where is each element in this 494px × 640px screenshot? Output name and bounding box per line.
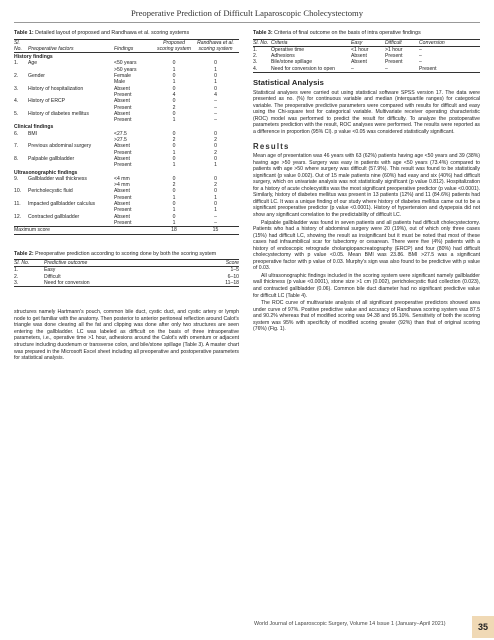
t1-cell-randhawa: 1 [214, 207, 217, 214]
t3-cell-easy: – [351, 65, 354, 72]
t1-cell-randhawa: – [214, 104, 217, 111]
t1-cell-finding: >4 mm [114, 182, 130, 189]
t3-cell-difficult: Present [385, 59, 403, 66]
t1-cell-factor: History of ERCP [28, 98, 66, 105]
t1-section-label: History findings [14, 54, 53, 61]
t1-total-label: Maximum score [14, 227, 50, 234]
t3-head-easy: Easy [351, 39, 363, 46]
t1-head-factor: Preoperative factors [28, 45, 74, 52]
t1-cell-no: 7. [14, 143, 19, 150]
t3-cell-conversion: – [419, 53, 422, 60]
t1-cell-no: 8. [14, 155, 19, 162]
t1-cell-proposed: 1 [172, 219, 176, 226]
t1-cell-randhawa: 1 [214, 194, 217, 201]
t1-cell-randhawa: 0 [214, 175, 217, 182]
t2-cell-no: 2. [14, 273, 19, 280]
t1-cell-finding: Present [114, 207, 132, 214]
table-row [253, 66, 480, 73]
stats-paragraph: Statistical analyses were carried out using statistical software SPSS version 17. The data were presented as no. (%) for continuous variable and median (interquartile ranges) for categorical variable. The preoperative predictive parameters were compared with results for difficult and easy using the Chi-square test for categorical variable. Multivariate receiver operating characteristic (ROC) model was performed to predict the result for difficulty. To analyze the postoperative parameters prediction with the result, ROC analyses were performed. The results were reported as a difference in proportion (95% CI). p value <0.05 was considered statistically significant. [253, 89, 480, 135]
t3-head-conversion: Conversion [419, 39, 445, 46]
results-paragraph-1: Mean age of presentation was 46 years with 63 (62%) patients having age <50 years and 39 (38%) having age >50 years. Surgery was easy in patients with age <50 years (73.4%) compared to patients with age >50 where surgery was difficult (57.9%). This result was found to be statistically significant (p value 0.002). Out of 15 male patients nine (60%) had easy and six (40%) had difficult surgery, which on univariate analysis was not statistically significant (p value 0.812). Hospitalization for a history of acute cholecystitis was the most significant preoperative predictor (p value <0.0001). Similarly, history of diabetes mellitus was present in 13 patients (12%) and 11 (84.6%) patients had difficult LC. It was a unique finding of our study where history of diabetes mellitus came out to be a significant preoperative predictor (p value <0.0001). History of hypertension and dyspepsia did not show any significant correlation to the predictability of difficult LC. [253, 153, 480, 219]
t1-cell-randhawa: 1 [214, 79, 217, 86]
t1-cell-proposed: 0 [172, 85, 176, 92]
t1-cell-finding: Present [114, 149, 132, 156]
t1-cell-proposed: 0 [172, 110, 176, 117]
table1 [14, 39, 239, 235]
t1-cell-proposed: 4 [172, 91, 176, 98]
t2-cell-outcome: Difficult [44, 273, 61, 280]
t1-cell-randhawa: 2 [214, 182, 217, 189]
methods-continuation: structures namely Hartmann's pouch, common bile duct, cystic duct, and cystic artery or lymph node to get familiar with the anatomy. Then posterior to anterior peritoneal reflection around Calot's triangle was done clearing all the fat and clipping was done after only two structures are seen entering the gallbladder. LC was labeled as difficult on the basis of three intraoperative parameters, i.e., operative time >1 hour, adhesions around the Calot's with omentum or adjacent structure including duodenum or transverse colon, and bile/stone spillage (Table 3). A master chart was prepared in the Microsoft Excel sheet including all preoperative and postoperative parameters for statistical analysis. [14, 309, 239, 362]
table3-caption: Table 3: Criteria of final outcome on the basis of intra operative findings [253, 30, 421, 36]
t1-cell-no: 9. [14, 175, 19, 182]
t1-cell-randhawa: 1 [214, 66, 217, 73]
t1-cell-randhawa: – [214, 98, 217, 105]
t1-cell-proposed: 0 [172, 130, 176, 137]
table-row [14, 53, 239, 61]
t1-cell-factor: Impacted gallbladder calculus [28, 201, 96, 208]
t3-cell-difficult: Present [385, 53, 403, 60]
table-row [14, 267, 239, 274]
t3-cell-criteria: Adhesions [271, 53, 295, 60]
results-paragraph-2: Palpable gallbladder was found in seven patients and all patients had difficult cholecystectomy. Patients who had a history of abdominal surgery were 20 (19%), out of which only three cases (15%) had difficult LC, showing the result as insignificant but it must be noted that most of these cases had infraumbilical scar for tubectomy or cesarean. There were five (4%) patients with a history of endoscopic retrograde cholangiopancreatography (ERCP) and four (80%) had difficult cholecystectomy with p value <0.05. Mean BMI was 23.86. BMI >27.5 was a significant preoperative factor with p value of 0.03. Murphy's sign was also found to be predictive with p value of 0.03. [253, 219, 480, 272]
t3-cell-criteria: Need for conversion to open [271, 65, 335, 72]
t1-cell-no: 1. [14, 60, 19, 67]
t3-cell-no: 3. [253, 59, 258, 66]
journal-citation: World Journal of Laparoscopic Surgery, Volume 14 Issue 1 (January–April 2021) [254, 621, 446, 627]
t1-cell-factor: History of diabetes mellitus [28, 110, 89, 117]
t3-cell-easy: Absent [351, 59, 367, 66]
t1-cell-randhawa: 0 [214, 73, 217, 80]
t1-cell-finding: Absent [114, 98, 130, 105]
t1-cell-proposed: 0 [172, 143, 176, 150]
t1-cell-finding: Absent [114, 155, 130, 162]
t1-cell-randhawa: 0 [214, 201, 217, 208]
t1-cell-proposed: 1 [172, 79, 176, 86]
t1-cell-finding: Present [114, 162, 132, 169]
t1-cell-factor [28, 220, 114, 227]
t2-cell-outcome: Need for conversion [44, 279, 90, 286]
t1-cell-finding: >27.5 [114, 137, 127, 144]
results-heading: Results [253, 141, 290, 151]
t1-cell-no: 5. [14, 110, 19, 117]
t1-cell-no: 12. [14, 213, 22, 220]
left-column [14, 30, 239, 363]
results-paragraph-4: The ROC curve of multivariate analysis of all significant preoperative predictors showed area under curve of 97%. Positive predictive value and accuracy of Randhawa scoring system was 87.5 and 90.2% whereas that of modified scoring was 94.38 and 95.10%. Sensitivity of both the scoring system was 95% with specificity of modified scoring greater (92%) than that of original scoring (76%) (Fig. 1). [253, 300, 480, 333]
t2-head-slno: Sl. No. [14, 260, 30, 267]
t1-cell-randhawa: 0 [214, 85, 217, 92]
t1-cell-randhawa: 0 [214, 188, 217, 195]
t1-cell-finding: <50 years [114, 60, 137, 67]
table-row [14, 220, 239, 227]
t3-cell-criteria: Bile/stone spillage [271, 59, 313, 66]
t1-cell-factor: Pericholecystic fluid [28, 188, 73, 195]
t1-cell-factor: BMI [28, 130, 38, 137]
t1-cell-finding: Absent [114, 85, 130, 92]
t3-cell-difficult: >1 hour [385, 46, 403, 53]
table-row [14, 169, 239, 176]
t1-cell-factor: Palpable gallbladder [28, 155, 75, 162]
t3-cell-no: 4. [253, 65, 258, 72]
t1-cell-proposed: 1 [172, 194, 176, 201]
t1-cell-finding: Absent [114, 213, 130, 220]
t1-cell-randhawa: – [214, 219, 217, 226]
t1-cell-proposed: 0 [172, 60, 176, 67]
table2 [14, 259, 239, 287]
right-column [253, 30, 480, 334]
page-footer [240, 616, 494, 638]
t2-head-outcome: Predictive outcome [44, 260, 88, 267]
t1-head-randhawa: Randhawa et al. scoring system [197, 39, 234, 52]
t3-cell-conversion: – [419, 59, 422, 66]
table-row [14, 227, 239, 234]
t1-cell-proposed: 0 [172, 188, 176, 195]
t1-cell-factor: Contracted gallbladder [28, 213, 80, 220]
t2-cell-outcome: Easy [44, 267, 56, 274]
t1-cell-finding: Male [114, 79, 126, 86]
t1-head-findings: Findings [114, 45, 134, 52]
t1-cell-randhawa: 2 [214, 137, 217, 144]
page-number: 35 [472, 616, 494, 638]
table1-caption: Table 1: Detailed layout of proposed and Randhawa et al. scoring systems [14, 30, 190, 36]
t2-cell-no: 3. [14, 279, 19, 286]
t1-cell-no: 10. [14, 188, 22, 195]
t2-head-score: Score [225, 260, 239, 267]
t1-cell-factor: Previous abdominal surgery [28, 143, 92, 150]
t1-cell-no: 11. [14, 201, 21, 208]
t1-cell-finding: Present [114, 194, 132, 201]
t1-cell-proposed: 0 [172, 213, 176, 220]
t1-cell-proposed: 0 [172, 98, 176, 105]
t1-cell-randhawa: – [214, 117, 217, 124]
t1-head-slno: Sl. No. [14, 39, 22, 52]
t1-cell-no: 3. [14, 85, 19, 92]
t1-cell-finding: <27.5 [114, 130, 127, 137]
t1-cell-finding: <4 mm [114, 175, 130, 182]
table3 [253, 39, 480, 73]
t1-cell-proposed: 2 [172, 182, 176, 189]
t3-cell-easy: <1 hour [351, 46, 369, 53]
t1-cell-finding: Absent [114, 143, 130, 150]
t1-cell-randhawa: 0 [214, 143, 217, 150]
header-rule [14, 22, 480, 23]
t3-cell-conversion: Present [419, 65, 437, 72]
t3-cell-no: 1. [253, 46, 258, 53]
results-paragraph-3: All ultrasonographic findings included in the scoring system were significant namely gallbladder wall thickness (p value <0.0001), stone size >1 cm (0.002), pericholecystic fluid collection (0.023), and contracted gallbladder (0.06). Common bile duct diameter had no significant predictive value for difficult LC (Table 4). [253, 272, 480, 299]
t1-cell-proposed: 1 [172, 207, 176, 214]
t1-cell-proposed: 0 [172, 175, 176, 182]
table-row [253, 46, 480, 53]
t1-cell-randhawa: 1 [214, 162, 217, 169]
t2-cell-score: 11–18 [225, 279, 239, 286]
t1-cell-finding: Absent [114, 110, 130, 117]
table2-caption: Table 2: Preoperative prediction according to scoring done by both the scoring system [14, 250, 217, 257]
t1-cell-randhawa: 0 [214, 130, 217, 137]
t1-cell-finding: Present [114, 219, 132, 226]
t1-cell-proposed: 1 [172, 149, 176, 156]
t1-cell-finding: Present [114, 91, 132, 98]
t1-cell-factor: Gender [28, 73, 45, 80]
t3-head-criteria: Criteria [271, 39, 288, 46]
t1-cell-no [14, 220, 28, 227]
t1-cell-finding: Present [114, 117, 132, 124]
t3-cell-difficult: – [385, 65, 388, 72]
t1-cell-no: 2. [14, 73, 19, 80]
t1-cell-finding: Absent [114, 201, 130, 208]
t1-cell-randhawa: 0 [214, 155, 217, 162]
t3-cell-conversion: – [419, 46, 422, 53]
t1-cell-proposed: 2 [172, 104, 176, 111]
t3-cell-criteria: Operative time [271, 46, 305, 53]
t1-cell-finding: Female [114, 73, 131, 80]
t1-cell-no: 4. [14, 98, 19, 105]
t2-cell-score: 6–10 [227, 273, 239, 280]
t1-cell-randhawa: – [214, 110, 217, 117]
t1-cell-proposed: 1 [172, 117, 176, 124]
t3-head-slno: Sl. No. [253, 39, 269, 46]
t1-cell-randhawa: 2 [214, 149, 217, 156]
t1-head-proposed: Proposed scoring system [157, 39, 191, 52]
t1-total-proposed: 18 [171, 227, 177, 234]
t1-cell-factor: Gallbladder wall thickness [28, 175, 87, 182]
t1-cell-no: 6. [14, 130, 19, 137]
t1-cell-finding: Present [114, 104, 132, 111]
t1-cell-proposed: 0 [172, 155, 176, 162]
t1-cell-proposed: 1 [172, 162, 176, 169]
t1-cell-randhawa: 0 [214, 60, 217, 67]
t3-head-difficult: Difficult [385, 39, 402, 46]
table-row [14, 280, 239, 287]
t1-cell-randhawa: – [214, 213, 217, 220]
t3-cell-easy: Absent [351, 53, 367, 60]
t2-cell-score: 1–5 [230, 267, 239, 274]
table-row [14, 123, 239, 130]
t1-cell-factor: History of hospitalization [28, 85, 84, 92]
t1-total-randhawa: 15 [212, 227, 219, 234]
t1-section-label: Clinical findings [14, 124, 54, 131]
t1-cell-finding: Absent [114, 188, 130, 195]
t3-cell-no: 2. [253, 53, 258, 60]
stats-heading: Statistical Analysis [253, 78, 324, 88]
t1-cell-finding: >50 years [114, 66, 137, 73]
t1-cell-factor: Age [28, 60, 38, 67]
t2-cell-no: 1. [14, 267, 19, 274]
t1-cell-proposed: 0 [172, 73, 176, 80]
running-header: Preoperative Prediction of Difficult Laparoscopic Cholecystectomy [130, 8, 364, 18]
t1-cell-proposed: 0 [172, 201, 176, 208]
t1-cell-proposed: 2 [172, 137, 176, 144]
t1-cell-randhawa: 4 [214, 91, 217, 98]
t1-section-label: Ultrasonographic findings [14, 169, 78, 176]
t1-cell-proposed: 1 [172, 66, 176, 73]
